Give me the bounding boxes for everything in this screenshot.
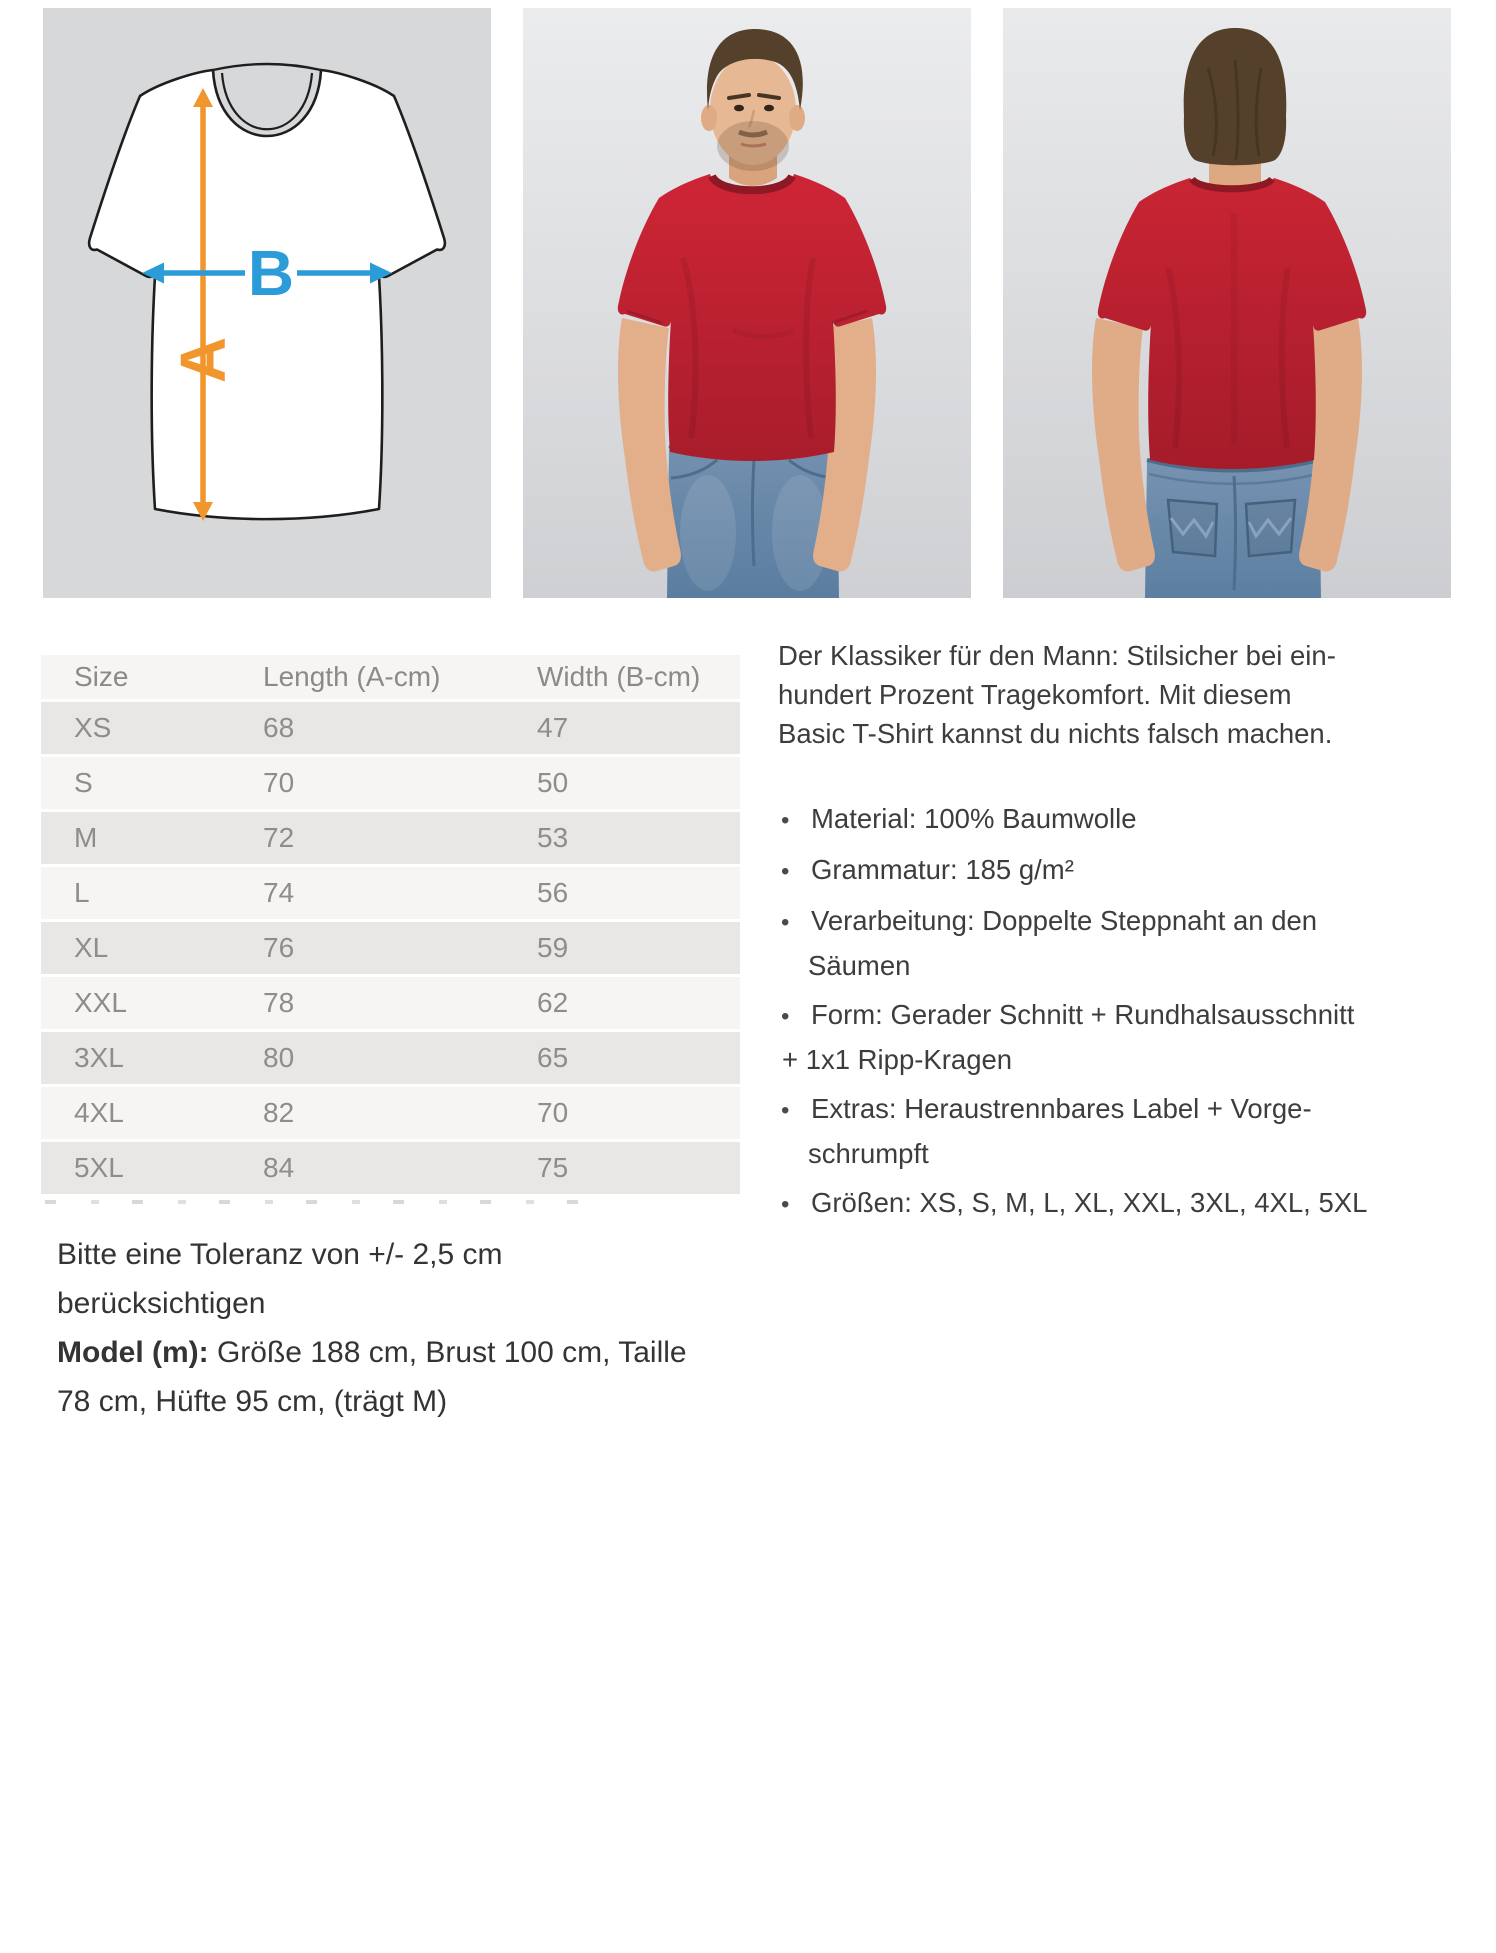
table-row bbox=[41, 922, 740, 974]
description-intro bbox=[778, 636, 1478, 753]
cell-size: XL bbox=[74, 932, 109, 963]
cell-width: 59 bbox=[537, 932, 569, 963]
cell-length: 78 bbox=[263, 987, 295, 1018]
hair-back bbox=[1184, 28, 1287, 165]
cell-width: 70 bbox=[537, 1097, 569, 1128]
cell-length: 74 bbox=[263, 877, 295, 908]
table-row bbox=[41, 812, 740, 864]
cell-size: 4XL bbox=[74, 1097, 124, 1128]
cell-width: 62 bbox=[537, 987, 569, 1018]
feature-list bbox=[778, 797, 1478, 1226]
feature-item-verarbeitung: • Verarbeitung: Doppelte Steppnaht an den Säumen bbox=[778, 899, 1478, 987]
intro-line: Der Klassiker für den Mann: Stilsicher bei ein- bbox=[778, 640, 1336, 671]
model-front-photo bbox=[523, 8, 971, 598]
cell-length: 82 bbox=[263, 1097, 295, 1128]
feature-item-form: • Form: Gerader Schnitt + Rundhalsausschnitt + 1x1 Ripp-Kragen bbox=[778, 993, 1478, 1081]
table-row bbox=[41, 757, 740, 809]
model-back-photo bbox=[1003, 8, 1451, 598]
cell-length: 72 bbox=[263, 822, 295, 853]
cropped-row-artifact bbox=[45, 1200, 601, 1204]
bullet-icon: • bbox=[781, 807, 790, 834]
cell-width: 53 bbox=[537, 822, 569, 853]
product-description bbox=[778, 636, 1478, 1232]
collar-back-line bbox=[213, 64, 321, 70]
tolerance-note: Bitte eine Toleranz von +/- 2,5 cm berücksichtigen bbox=[57, 1238, 503, 1320]
model-info-line2: 78 cm, Hüfte 95 cm, (trägt M) bbox=[57, 1385, 448, 1418]
feature-item-groessen: • Größen: XS, S, M, L, XL, XXL, 3XL, 4XL, 5XL bbox=[778, 1181, 1478, 1226]
bullet-icon: • bbox=[781, 1097, 790, 1124]
cell-size: S bbox=[74, 767, 93, 798]
size-diagram-image bbox=[43, 8, 491, 598]
measurement-note bbox=[57, 1230, 717, 1426]
cell-size: 3XL bbox=[74, 1042, 124, 1073]
cell-width: 50 bbox=[537, 767, 569, 798]
table-row bbox=[41, 867, 740, 919]
model-front-figure bbox=[523, 8, 971, 598]
cell-size: XS bbox=[74, 712, 112, 743]
bullet-icon: • bbox=[781, 1191, 790, 1218]
cell-width: 56 bbox=[537, 877, 569, 908]
column-header-length: Length (A-cm) bbox=[263, 661, 441, 692]
ear-left bbox=[701, 105, 717, 131]
column-header-width: Width (B-cm) bbox=[537, 661, 701, 692]
intro-line: Basic T-Shirt kannst du nichts falsch machen. bbox=[778, 718, 1333, 749]
size-chart-table bbox=[41, 655, 740, 1197]
cell-length: 80 bbox=[263, 1042, 295, 1073]
model-back-figure bbox=[1003, 8, 1451, 598]
cell-size: M bbox=[74, 822, 98, 853]
tshirt-measurement-diagram bbox=[43, 8, 491, 598]
jeans-back bbox=[1145, 460, 1321, 598]
cell-size: XXL bbox=[74, 987, 127, 1018]
size-chart-header-row bbox=[41, 655, 740, 699]
feature-item-grammatur: • Grammatur: 185 g/m² bbox=[778, 848, 1478, 893]
cell-size: L bbox=[74, 877, 90, 908]
table-row bbox=[41, 702, 740, 754]
jeans-front bbox=[667, 446, 839, 598]
bullet-icon: • bbox=[781, 909, 790, 936]
cell-size: 5XL bbox=[74, 1152, 124, 1183]
cell-length: 68 bbox=[263, 712, 295, 743]
model-label: Model (m): bbox=[57, 1336, 209, 1369]
cell-width: 47 bbox=[537, 712, 569, 743]
cell-width: 65 bbox=[537, 1042, 569, 1073]
table-row bbox=[41, 977, 740, 1029]
eye-right bbox=[764, 105, 774, 112]
cell-width: 75 bbox=[537, 1152, 569, 1183]
cell-length: 70 bbox=[263, 767, 295, 798]
table-row bbox=[41, 1032, 740, 1084]
column-header-size: Size bbox=[74, 661, 129, 692]
feature-item-extras: • Extras: Heraustrennbares Label + Vorge- schrumpft bbox=[778, 1087, 1478, 1175]
cell-length: 84 bbox=[263, 1152, 295, 1183]
label-a: A bbox=[167, 336, 239, 384]
table-row bbox=[41, 1142, 740, 1194]
label-b: B bbox=[247, 237, 295, 309]
table-row bbox=[41, 1087, 740, 1139]
ear-right bbox=[789, 105, 805, 131]
cell-length: 76 bbox=[263, 932, 295, 963]
intro-line: hundert Prozent Tragekomfort. Mit diesem bbox=[778, 679, 1292, 710]
bullet-icon: • bbox=[781, 1003, 790, 1030]
bullet-icon: • bbox=[781, 858, 790, 885]
feature-item-material: • Material: 100% Baumwolle bbox=[778, 797, 1478, 842]
collar-rib-line bbox=[222, 73, 312, 129]
model-info-line1: Model (m): Größe 188 cm, Brust 100 cm, Taille bbox=[57, 1336, 687, 1369]
eye-left bbox=[734, 105, 744, 112]
